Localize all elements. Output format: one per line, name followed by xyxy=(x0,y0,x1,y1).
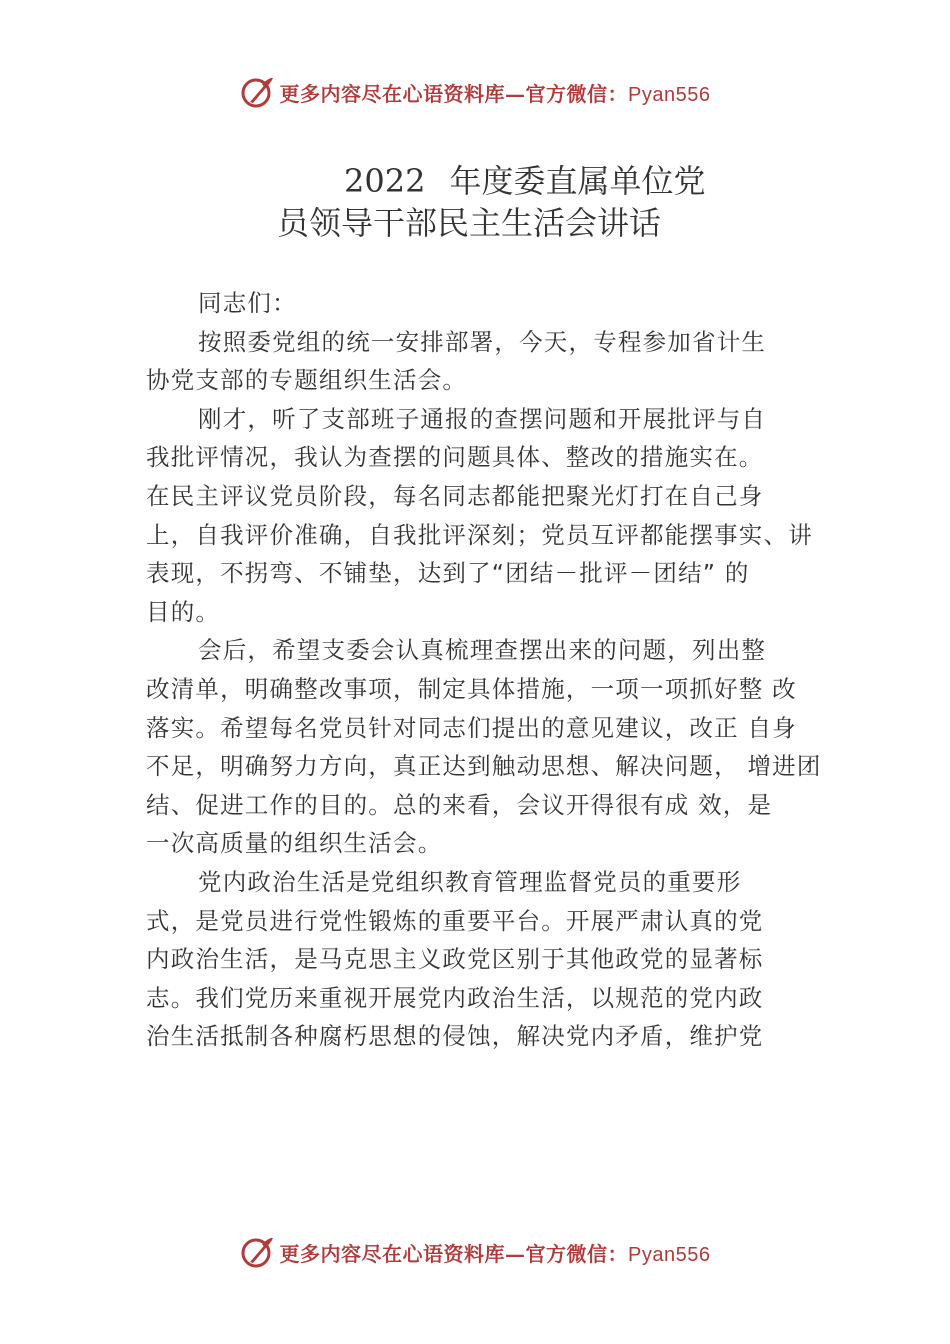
text-line: 治生活抵制各种腐朽思想的侵蚀，解决党内矛盾，维护党 xyxy=(146,1022,764,1051)
paragraph-3 xyxy=(146,631,824,863)
text-line: 不足，明确努力方向，真正达到触动思想、解决问题， 增进团 xyxy=(146,752,822,781)
watermark-wechat-id: Pyan556 xyxy=(628,1243,711,1266)
watermark-wechat-id: Pyan556 xyxy=(628,83,711,106)
footer-watermark-banner xyxy=(0,1232,950,1272)
watermark-text xyxy=(280,78,711,107)
text-line: 结、促进工作的目的。总的来看，会议开得很有成 效，是 xyxy=(146,790,773,819)
text-line: 党内政治生活是党组织教育管理监督党员的重要形 xyxy=(198,867,742,896)
text-line: 我批评情况，我认为查摆的问题具体、整改的措施实在。 xyxy=(146,443,764,472)
text-line: 表现，不拐弯、不铺垫，达到了“团结－批评－团结” 的 xyxy=(146,559,750,588)
text-line: 式，是党员进行党性锻炼的重要平台。开展严肃认真的党 xyxy=(146,906,764,935)
quill-pen-logo-icon xyxy=(240,75,274,109)
text-line: 按照委党组的统一安排部署，今天，专程参加省计生 xyxy=(198,327,767,356)
watermark-text xyxy=(280,1238,711,1267)
text-line: 落实。希望每名党员针对同志们提出的意见建议，改正 自身 xyxy=(146,713,797,742)
document-body xyxy=(146,284,824,1056)
document-title xyxy=(0,160,950,244)
text-line: 刚才，听了支部班子通报的查摆问题和开展批评与自 xyxy=(198,404,767,433)
text-line: 志。我们党历来重视开展党内政治生活，以规范的党内政 xyxy=(146,983,764,1012)
watermark-label: 更多内容尽在心语资料库—官方微信： xyxy=(279,1241,629,1266)
text-line: 协党支部的专题组织生活会。 xyxy=(146,366,468,395)
paragraph-4 xyxy=(146,863,824,1056)
title-line-1 xyxy=(0,160,950,202)
salutation-paragraph xyxy=(146,284,824,323)
text-line: 上，自我评价准确，自我批评深刻；党员互评都能摆事实、讲 xyxy=(146,520,813,549)
text-line: 会后，希望支委会认真梳理查摆出来的问题，列出整 xyxy=(198,636,767,665)
text-line: 内政治生活，是马克思主义政党区别于其他政党的显著标 xyxy=(146,945,764,974)
text-line: 目的。 xyxy=(146,597,221,626)
header-watermark-banner xyxy=(0,72,950,112)
watermark-label: 更多内容尽在心语资料库—官方微信： xyxy=(279,81,629,106)
quill-pen-logo-icon xyxy=(240,1235,274,1269)
paragraph-1 xyxy=(146,323,824,400)
text-line: 一次高质量的组织生活会。 xyxy=(146,829,443,858)
text-line: 在民主评议党员阶段，每名同志都能把聚光灯打在自己身 xyxy=(146,481,764,510)
paragraph-2 xyxy=(146,400,824,632)
title-line-1-text: 年度委直属单位党 xyxy=(449,162,706,200)
title-line-2: 员领导干部民主生活会讲话 xyxy=(277,204,662,242)
salutation: 同志们： xyxy=(198,289,297,317)
text-line: 改清单，明确整改事项，制定具体措施，一项一项抓好整 改 xyxy=(146,674,797,703)
title-year: 2022 xyxy=(344,162,426,200)
